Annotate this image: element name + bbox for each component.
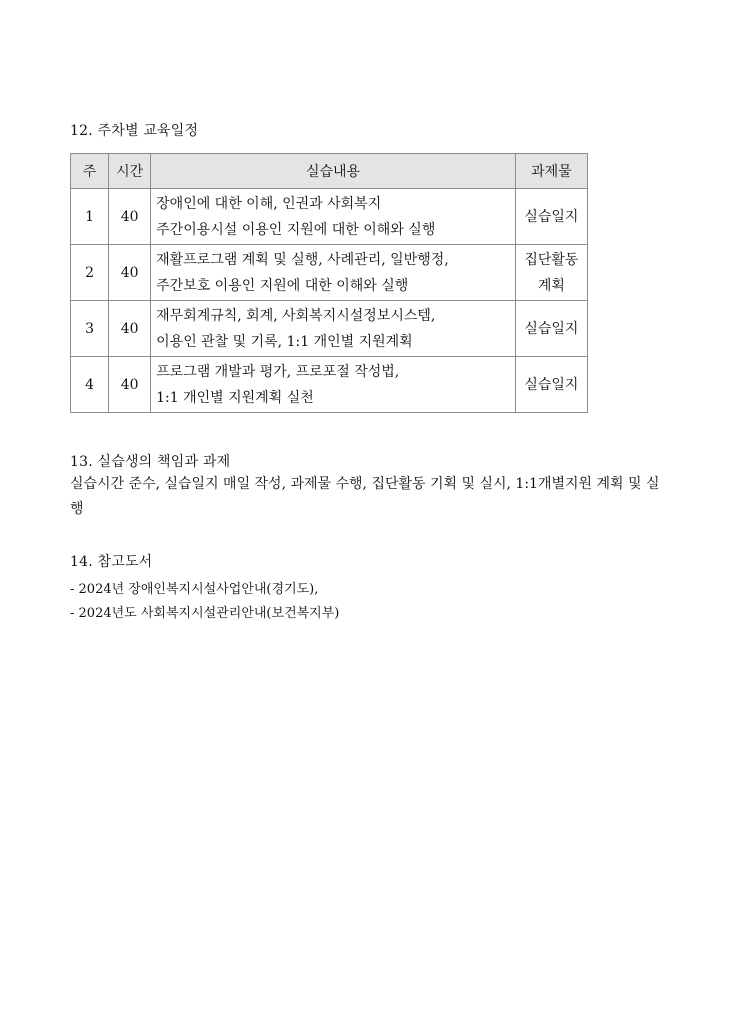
table-row — [71, 189, 588, 245]
section-13-body: 실습시간 준수, 실습일지 매일 작성, 과제물 수행, 집단활동 기획 및 실시, 1:1개별지원 계획 및 실행 — [70, 476, 660, 517]
task-cell — [515, 301, 587, 357]
table-row — [71, 245, 588, 301]
hours-cell: 40 — [109, 245, 151, 301]
table-row — [71, 301, 588, 357]
task-line: 실습일지 — [524, 208, 579, 225]
header-hours: 시간 — [109, 154, 151, 189]
content-line: 주간이용시설 이용인 지원에 대한 이해와 실행 — [156, 221, 436, 238]
content-cell — [151, 301, 516, 357]
header-week: 주 — [71, 154, 109, 189]
header-task: 과제물 — [515, 154, 587, 189]
section-12-title: 12. 주차별 교육일정 — [70, 123, 199, 139]
content-line: 장애인에 대한 이해, 인권과 사회복지 — [156, 195, 382, 212]
task-line: 집단활동 — [524, 251, 579, 268]
list-item: - 2024년 장애인복지시설사업안내(경기도), — [70, 582, 319, 597]
task-line: 실습일지 — [524, 376, 579, 393]
content-line: 1:1 개인별 지원계획 실천 — [156, 389, 314, 406]
weekly-schedule-table — [70, 153, 588, 413]
week-cell: 4 — [71, 357, 109, 413]
week-cell: 1 — [71, 189, 109, 245]
week-cell: 3 — [71, 301, 109, 357]
week-cell: 2 — [71, 245, 109, 301]
hours-cell: 40 — [109, 189, 151, 245]
table-row — [71, 357, 588, 413]
task-cell — [515, 357, 587, 413]
reference-list — [70, 578, 339, 626]
content-line: 프로그램 개발과 평가, 프로포절 작성법, — [156, 363, 400, 380]
hours-cell: 40 — [109, 301, 151, 357]
section-13-title: 13. 실습생의 책임과 과제 — [70, 454, 231, 470]
content-cell — [151, 189, 516, 245]
content-line: 재무회계규칙, 회계, 사회복지시설정보시스템, — [156, 307, 436, 324]
section-14-title: 14. 참고도서 — [70, 554, 153, 570]
list-item: - 2024년도 사회복지시설관리안내(보건복지부) — [70, 606, 340, 621]
task-cell — [515, 189, 587, 245]
content-line: 재활프로그램 계획 및 실행, 사례관리, 일반행정, — [156, 251, 449, 268]
content-cell — [151, 357, 516, 413]
task-cell — [515, 245, 587, 301]
header-content: 실습내용 — [151, 154, 516, 189]
task-line: 계획 — [537, 277, 565, 294]
content-line: 이용인 관찰 및 기록, 1:1 개인별 지원계획 — [156, 333, 413, 350]
hours-cell: 40 — [109, 357, 151, 413]
table-header-row — [71, 154, 588, 189]
content-cell — [151, 245, 516, 301]
content-line: 주간보호 이용인 지원에 대한 이해와 실행 — [156, 277, 409, 294]
task-line: 실습일지 — [524, 320, 579, 337]
